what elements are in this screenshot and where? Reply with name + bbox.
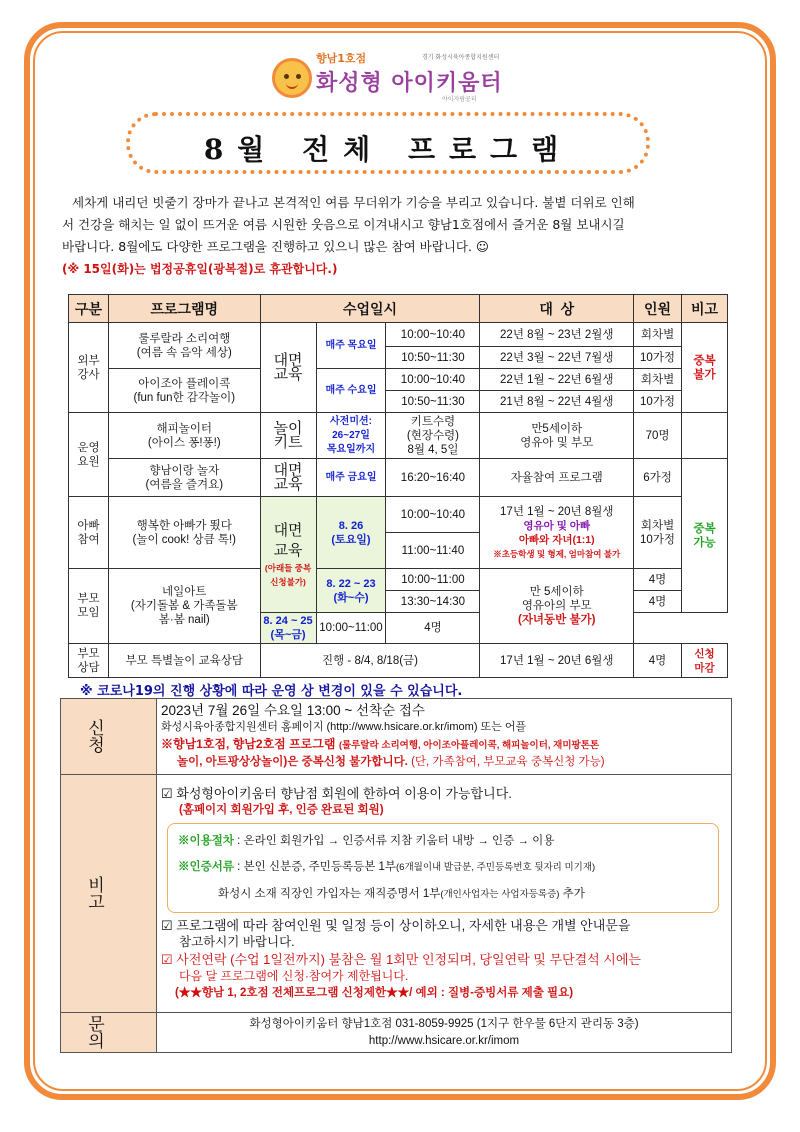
- note-check-1-sub: (홈페이지 회원가입 후, 인증 완료된 회원): [179, 804, 384, 816]
- intro-line: 세차게 내리던 빗줄기 장마가 끝나고 본격적인 여름 무더위가 기승을 부리고 있습니다. 불볕 더위로 인해: [72, 195, 635, 210]
- cell-time: 10:00~10:40: [386, 497, 480, 533]
- mode-label: 대면 교육: [273, 521, 303, 559]
- apply-rule-head: ※향남1호점, 향남2호점 프로그램: [161, 737, 336, 751]
- program-subtitle: (여름 속 음악 세상): [136, 346, 232, 359]
- table-row: [69, 459, 728, 497]
- contact-address: 화성형아이키움터 향남1호점 031-8059-9925 (1지구 한우물 6단지 관리동 3층): [249, 1017, 639, 1030]
- cell-target: 자율참여 프로그램: [480, 459, 634, 497]
- apply-date: 2023년 7월 26일 수요일 13:00 ~ 선착순 접수: [161, 703, 425, 718]
- process-box: [167, 823, 719, 913]
- cell-time: 10:00~11:00: [316, 613, 386, 644]
- cell-category: 부모 모임: [69, 569, 109, 644]
- target-age: 만 5세이하: [529, 586, 584, 598]
- docs2-text: 화성시 소재 직장인 가입자는 재직증명서 1부: [218, 888, 441, 900]
- note-check-3-exception: (★★향남 1, 2호점 전체프로그램 신청제한★★/ 예외 : 질병-증빙서류 제출 필요): [175, 987, 574, 999]
- docs2-note: (개인사업자는 사업자등록증): [440, 889, 560, 900]
- cell-people: 4명: [634, 591, 682, 613]
- note-check-1: ☑ 화성형아이키움터 향남점 회원에 한하여 이용이 가능합니다.: [161, 786, 512, 801]
- cell-target: 17년 1월 ~ 20년 6월생: [480, 644, 634, 678]
- contact-url[interactable]: http://www.hsicare.or.kr/imom: [368, 1034, 520, 1047]
- cell-program: [108, 459, 260, 497]
- note-check-3: ☑ 사전연락 (수업 1일전까지) 불참은 월 1회만 인정되며, 당일연락 및 무단결석 시에는: [161, 952, 641, 967]
- cell-target: [480, 569, 634, 644]
- cell-program: [108, 569, 260, 644]
- cell-day: 8. 22 ~ 23 (화~수): [316, 569, 386, 613]
- covid-notice: ※ 코로나19의 진행 상황에 따라 운영 상 변경이 있을 수 있습니다.: [80, 684, 463, 699]
- cell-people: 10가정: [634, 347, 682, 369]
- header-target: 대 상: [480, 295, 634, 323]
- apply-rule-exception: (단, 가족참여, 부모교육 중복신청 가능): [411, 756, 605, 768]
- target-who: 영유아의 부모: [521, 600, 592, 612]
- header-schedule: 수업일시: [260, 295, 480, 323]
- docs2-end: 추가: [559, 888, 585, 900]
- program-title: 네일아트: [162, 586, 207, 598]
- program-subtitle: (자기돌봄 & 가족돌봄: [130, 600, 238, 612]
- note-label: 비 고: [61, 775, 157, 1013]
- cell-note: [682, 413, 728, 459]
- apply-rule-programs: (룰루랄라 소리여행, 아이조아플레이콕, 해피놀이터, 재미팡톤톤: [338, 740, 600, 751]
- cell-mode: 놀이 키트: [260, 413, 316, 459]
- cell-target: 22년 3월 ~ 22년 7월생: [480, 347, 634, 369]
- cell-time: 10:00~10:40: [386, 369, 480, 391]
- cell-program: 부모 특별놀이 교육상담: [108, 644, 260, 678]
- cell-time: 10:00~10:40: [386, 323, 480, 347]
- cell-day: 8. 24 ~ 25 (목~금): [260, 613, 316, 644]
- apply-rule-body: 놀이, 아트팡상상놀이)은 중복신청 불가합니다.: [177, 756, 408, 768]
- process-label: ※이용절차: [178, 835, 234, 847]
- mode-note: (아래들 중복 신청불가): [264, 562, 312, 587]
- program-title: 룰루랄라 소리여행: [138, 332, 231, 345]
- cell-day: 사전미션: 26~27일 목요일까지: [316, 413, 386, 459]
- program-title: 해피놀이터: [156, 422, 213, 435]
- cell-mode: 대면 교육: [260, 459, 316, 497]
- program-title: 행복한 아빠가 뙸다: [136, 519, 232, 532]
- note-check-2-sub: 참고하시기 바랍니다.: [179, 935, 295, 949]
- logo: [272, 50, 532, 106]
- contact-label: 문 의: [61, 1013, 157, 1053]
- program-subtitle: (아이스 퐁!퐁!): [147, 436, 221, 449]
- cell-people: 6가정: [634, 459, 682, 497]
- apply-rule: [161, 736, 727, 754]
- note-check-2: ☑ 프로그램에 따라 참여인원 및 일정 등이 상이하오니, 자세한 내용은 개별 안내문을: [161, 918, 631, 933]
- cell-day: 매주 수요일: [316, 369, 386, 413]
- target-exclusion: (자녀동반 불가): [517, 614, 596, 626]
- cell-time: 11:00~11:40: [386, 533, 480, 569]
- target-age: 17년 1월 ~ 20년 8월생: [500, 505, 614, 518]
- cell-target: 만5세이하 영유아 및 부모: [480, 413, 634, 459]
- apply-row: [61, 699, 732, 775]
- page-title: 8월 전체 프로그램: [203, 133, 573, 166]
- table-row: [69, 497, 728, 533]
- apply-label: 신 청: [61, 699, 157, 775]
- cell-category: 운영 요원: [69, 413, 109, 497]
- apply-site: 화성시육아종합지원센터 홈페이지 (http://www.hsicare.or.kr/imom) 또는 어플: [161, 721, 527, 733]
- note-check-3-sub: 다음 달 프로그램에 신청·참여가 제한됩니다.: [179, 969, 409, 983]
- cell-people: [634, 497, 682, 569]
- cell-note: 중복 불가: [682, 323, 728, 413]
- intro-line: 서 건강을 해치는 일 없이 뜨거운 여름 시원한 웃음으로 이겨내시고 향남1호점에서 즐거운 8월 보내시길: [62, 217, 625, 232]
- docs-text: : 본인 신분증, 주민등록등본 1부: [233, 861, 397, 873]
- note-content: [157, 775, 732, 1013]
- cell-time: 16:20~16:40: [386, 459, 480, 497]
- intro-line: 바랍니다. 8월에도 다양한 프로그램을 진행하고 있으니 많은 참여 바랍니다. ☺: [62, 239, 489, 254]
- schedule-table: [68, 294, 728, 678]
- cell-people: 70명: [634, 413, 682, 459]
- table-row: [69, 644, 728, 678]
- header-category: 구분: [69, 295, 109, 323]
- cell-target: 22년 1월 ~ 22년 6월생: [480, 369, 634, 391]
- logo-name: 화성형 아이키움터: [316, 71, 503, 96]
- cell-day: 매주 금요일: [316, 459, 386, 497]
- contact-row: [61, 1013, 732, 1053]
- cell-category: 외부 강사: [69, 323, 109, 413]
- logo-org: 경기 화성시육아종합지원센터: [422, 54, 500, 61]
- cell-program: [108, 369, 260, 413]
- cell-target: 22년 8월 ~ 23년 2월생: [480, 323, 634, 347]
- cell-target: [480, 497, 634, 569]
- program-title: 향남이랑 놀자: [149, 464, 220, 477]
- cell-schedule: 진행 - 8/4, 8/18(금): [260, 644, 480, 678]
- logo-branch: 향남1호점: [316, 52, 367, 65]
- docs-note: (6개월이내 발급분, 주민등록번호 뒷자리 미기재): [396, 862, 596, 873]
- cell-note: 중복 가능: [682, 459, 728, 613]
- cell-category: 부모 상담: [69, 644, 109, 678]
- smiley-logo-icon: [272, 58, 312, 98]
- cell-time: 10:50~11:30: [386, 391, 480, 413]
- program-subtitle: (놀이 cook! 상큼 톡!): [132, 533, 237, 546]
- cell-day: 매주 목요일: [316, 323, 386, 369]
- cell-people: 회차별: [634, 323, 682, 347]
- intro-text: [62, 192, 742, 280]
- people-line: 10가정: [640, 533, 676, 546]
- cell-people: 회차별: [634, 369, 682, 391]
- cell-note: 신청 마감: [682, 644, 728, 678]
- title-box: [126, 112, 650, 174]
- cell-day: 8. 26 (토요일): [316, 497, 386, 569]
- header-program: 프로그램명: [108, 295, 260, 323]
- table-header-row: [69, 295, 728, 323]
- cell-people: 4명: [634, 569, 682, 591]
- program-title: 아이조아 플레이콕: [138, 377, 231, 390]
- target-exclusion: ※초등학생 및 형제, 엄마참여 불가: [493, 548, 621, 559]
- program-subtitle: 봄·봄 nail): [158, 614, 210, 626]
- cell-target: 21년 8월 ~ 22년 4월생: [480, 391, 634, 413]
- program-subtitle: (fun fun한 감각놀이): [133, 391, 236, 404]
- cell-mode: [260, 497, 316, 613]
- cell-time: 키트수령 (현장수령) 8월 4, 5일: [386, 413, 480, 459]
- table-row: [69, 369, 728, 391]
- cell-mode: 대면 교육: [260, 323, 316, 413]
- process-text: : 온라인 회원가입 → 인증서류 지참 키움터 내방 → 인증 → 이용: [233, 835, 555, 847]
- cell-category: 아빠 참여: [69, 497, 109, 569]
- cell-time: 10:50~11:30: [386, 347, 480, 369]
- cell-time: 13:30~14:30: [386, 591, 480, 613]
- target-who: 영유아 및 아빠: [523, 519, 591, 532]
- cell-program: [108, 323, 260, 369]
- target-pair: 아빠와 자녀(1:1): [518, 533, 595, 546]
- header-people: 인원: [634, 295, 682, 323]
- header-note: 비고: [682, 295, 728, 323]
- logo-sub: 아이자람공터: [442, 96, 477, 103]
- apply-content: [157, 699, 732, 775]
- cell-people: 4명: [386, 613, 480, 644]
- info-table: [60, 698, 732, 1053]
- table-row: [69, 413, 728, 459]
- people-line: 회차별: [640, 519, 675, 532]
- apply-rule-cont: [161, 754, 727, 771]
- cell-time: 10:00~11:00: [386, 569, 480, 591]
- cell-people: 10가정: [634, 391, 682, 413]
- docs-label: ※인증서류: [178, 861, 234, 873]
- cell-program: [108, 497, 260, 569]
- note-row: [61, 775, 732, 1013]
- cell-program: [108, 413, 260, 459]
- table-row: [69, 569, 728, 591]
- contact-content: [157, 1013, 732, 1053]
- holiday-notice: (※ 15일(화)는 법정공휴일(광복절)로 휴관합니다.): [62, 262, 338, 276]
- table-row: [69, 323, 728, 347]
- cell-people: 4명: [634, 644, 682, 678]
- program-subtitle: (여름을 즐겨요): [145, 478, 224, 491]
